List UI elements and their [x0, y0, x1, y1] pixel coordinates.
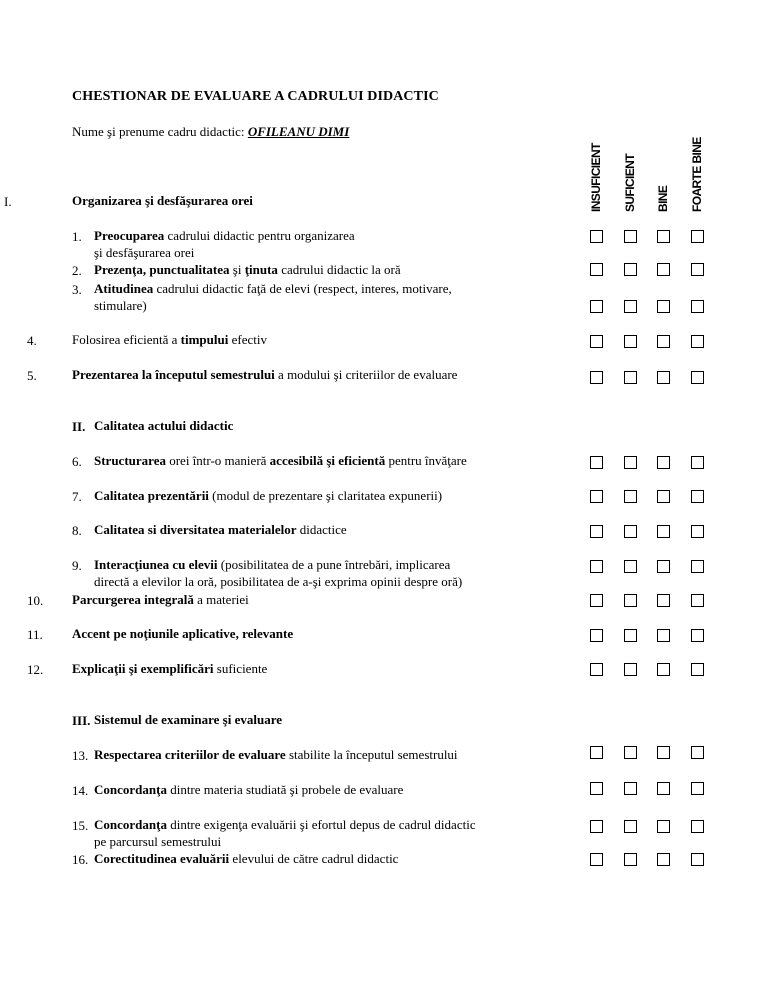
text-fragment: Calitatea si diversitatea materialelor	[94, 522, 297, 537]
text-fragment: Accent pe noţiunile aplicative, relevante	[72, 626, 294, 641]
text-fragment: Concordanţa	[94, 782, 167, 797]
section-title	[94, 711, 282, 728]
rating-checkbox-bine[interactable]	[657, 629, 670, 642]
rating-checkbox-insuficient[interactable]	[590, 820, 603, 833]
rating-checkbox-suficient[interactable]	[624, 820, 637, 833]
question-text	[72, 660, 267, 677]
row-number: 15.	[72, 818, 89, 833]
question-text-continued: directă a elevilor la oră, posibilitatea de a-şi exprima opinii despre oră)	[94, 574, 463, 589]
rating-checkbox-suficient[interactable]	[624, 746, 637, 759]
rating-checkbox-foarte-bine[interactable]	[691, 371, 704, 384]
rating-checkbox-foarte-bine[interactable]	[691, 746, 704, 759]
rating-checkbox-foarte-bine[interactable]	[691, 263, 704, 276]
question-text-continued: stimulare)	[94, 298, 147, 313]
row-number: 9.	[72, 558, 82, 573]
question-text	[94, 280, 452, 297]
text-fragment: Prezenţa, punctualitatea	[94, 262, 230, 277]
rating-checkbox-suficient[interactable]	[624, 371, 637, 384]
row-number: 12.	[27, 662, 44, 677]
teacher-line	[72, 124, 349, 140]
rating-checkbox-bine[interactable]	[657, 300, 670, 313]
text-fragment: cadrului didactic pentru organizarea	[164, 228, 355, 243]
column-header-bine: BINE	[656, 185, 670, 212]
row-number: 13.	[72, 748, 89, 763]
rating-checkbox-suficient[interactable]	[624, 263, 637, 276]
rating-checkbox-foarte-bine[interactable]	[691, 490, 704, 503]
text-fragment: Atitudinea	[94, 281, 154, 296]
text-fragment: orei într-o manieră	[165, 453, 270, 468]
row-number: 14.	[72, 783, 89, 798]
text-fragment: didactice	[296, 522, 347, 537]
text-fragment: Preocuparea	[94, 228, 165, 243]
rating-checkbox-suficient[interactable]	[624, 853, 637, 866]
text-fragment: şi	[229, 262, 245, 277]
rating-checkbox-foarte-bine[interactable]	[691, 300, 704, 313]
question-text	[94, 850, 398, 867]
rating-checkbox-bine[interactable]	[657, 371, 670, 384]
rating-checkbox-foarte-bine[interactable]	[691, 820, 704, 833]
rating-checkbox-insuficient[interactable]	[590, 663, 603, 676]
row-number: 3.	[72, 282, 82, 297]
row-number: 4.	[27, 333, 37, 348]
rating-checkbox-suficient[interactable]	[624, 300, 637, 313]
text-fragment: a materiei	[193, 592, 249, 607]
row-number: 16.	[72, 852, 89, 867]
rating-checkbox-insuficient[interactable]	[590, 456, 603, 469]
row-number: 2.	[72, 263, 82, 278]
question-text-continued: şi desfăşurarea orei	[94, 245, 195, 260]
row-number: III.	[72, 713, 91, 728]
rating-checkbox-bine[interactable]	[657, 782, 670, 795]
rating-checkbox-bine[interactable]	[657, 746, 670, 759]
rating-checkbox-insuficient[interactable]	[590, 594, 603, 607]
text-fragment: Interacţiunea cu elevii	[94, 557, 218, 572]
text-fragment: Calitatea actului didactic	[94, 418, 234, 433]
row-number: 5.	[27, 368, 37, 383]
text-fragment: efectiv	[228, 332, 267, 347]
text-fragment: ţinuta	[244, 262, 278, 277]
rating-checkbox-bine[interactable]	[657, 663, 670, 676]
text-fragment: suficiente	[213, 661, 268, 676]
rating-checkbox-suficient[interactable]	[624, 560, 637, 573]
teacher-label: Nume şi prenume cadru didactic:	[72, 124, 248, 139]
rating-checkbox-foarte-bine[interactable]	[691, 335, 704, 348]
rating-checkbox-bine[interactable]	[657, 820, 670, 833]
text-fragment: accesibilă şi eficientă	[269, 453, 386, 468]
rating-checkbox-suficient[interactable]	[624, 335, 637, 348]
rating-checkbox-bine[interactable]	[657, 456, 670, 469]
rating-checkbox-foarte-bine[interactable]	[691, 629, 704, 642]
row-number: 10.	[27, 593, 44, 608]
rating-checkbox-suficient[interactable]	[624, 663, 637, 676]
row-number: I.	[4, 194, 12, 209]
row-number: 1.	[72, 229, 82, 244]
rating-checkbox-bine[interactable]	[657, 490, 670, 503]
rating-checkbox-suficient[interactable]	[624, 230, 637, 243]
question-text	[94, 487, 442, 504]
rating-checkbox-insuficient[interactable]	[590, 853, 603, 866]
rating-checkbox-bine[interactable]	[657, 230, 670, 243]
rating-checkbox-suficient[interactable]	[624, 490, 637, 503]
rating-checkbox-foarte-bine[interactable]	[691, 525, 704, 538]
text-fragment: Structurarea	[94, 453, 166, 468]
section-title	[72, 192, 253, 209]
rating-checkbox-insuficient[interactable]	[590, 263, 603, 276]
section-title	[94, 417, 233, 434]
rating-checkbox-suficient[interactable]	[624, 629, 637, 642]
rating-checkbox-suficient[interactable]	[624, 525, 637, 538]
row-number: 8.	[72, 523, 82, 538]
question-text	[72, 591, 249, 608]
rating-checkbox-insuficient[interactable]	[590, 560, 603, 573]
text-fragment: (modul de prezentare şi claritatea expunerii)	[208, 488, 443, 503]
question-text	[94, 746, 458, 763]
rating-checkbox-insuficient[interactable]	[590, 300, 603, 313]
row-number: 7.	[72, 489, 82, 504]
rating-checkbox-bine[interactable]	[657, 560, 670, 573]
row-number: 6.	[72, 454, 82, 469]
rating-checkbox-insuficient[interactable]	[590, 746, 603, 759]
rating-checkbox-foarte-bine[interactable]	[691, 594, 704, 607]
text-fragment: Sistemul de examinare şi evaluare	[94, 712, 283, 727]
rating-checkbox-suficient[interactable]	[624, 456, 637, 469]
text-fragment: Corectitudinea evaluării	[94, 851, 230, 866]
question-text	[94, 261, 401, 278]
rating-checkbox-insuficient[interactable]	[590, 335, 603, 348]
text-fragment: Explicaţii şi exemplificări	[72, 661, 214, 676]
row-number: 11.	[27, 627, 43, 642]
question-text	[94, 227, 355, 244]
rating-checkbox-foarte-bine[interactable]	[691, 782, 704, 795]
text-fragment: cadrului didactic faţă de elevi (respect, interes, motivare,	[153, 281, 452, 296]
text-fragment: dintre materia studiată şi probele de evaluare	[166, 782, 404, 797]
rating-checkbox-suficient[interactable]	[624, 782, 637, 795]
column-header-foarte-bine: FOARTE BINE	[690, 137, 704, 212]
text-fragment: dintre exigenţa evaluării şi efortul depus de cadrul didactic	[166, 817, 476, 832]
question-text	[72, 331, 267, 348]
rating-checkbox-insuficient[interactable]	[590, 490, 603, 503]
question-text	[72, 366, 457, 383]
row-number: II.	[72, 419, 86, 434]
question-text	[94, 452, 467, 469]
rating-checkbox-foarte-bine[interactable]	[691, 230, 704, 243]
rating-checkbox-bine[interactable]	[657, 853, 670, 866]
text-fragment: elevului de către cadrul didactic	[229, 851, 399, 866]
rating-checkbox-bine[interactable]	[657, 335, 670, 348]
text-fragment: cadrului didactic la oră	[277, 262, 401, 277]
question-text	[94, 816, 476, 833]
question-text	[94, 781, 403, 798]
text-fragment: Organizarea şi desfăşurarea orei	[72, 193, 253, 208]
rating-checkbox-insuficient[interactable]	[590, 371, 603, 384]
text-fragment: Folosirea eficientă a	[72, 332, 181, 347]
rating-checkbox-foarte-bine[interactable]	[691, 663, 704, 676]
rating-checkbox-foarte-bine[interactable]	[691, 560, 704, 573]
text-fragment: timpului	[180, 332, 229, 347]
text-fragment: (posibilitatea de a pune întrebări, implicarea	[217, 557, 451, 572]
rating-checkbox-bine[interactable]	[657, 263, 670, 276]
rating-checkbox-suficient[interactable]	[624, 594, 637, 607]
column-header-insuficient: INSUFICIENT	[589, 143, 603, 212]
teacher-name: OFILEANU DIMI	[247, 124, 350, 139]
text-fragment: Concordanţa	[94, 817, 167, 832]
question-text	[72, 625, 293, 642]
text-fragment: Calitatea prezentării	[94, 488, 209, 503]
rating-checkbox-bine[interactable]	[657, 525, 670, 538]
text-fragment: Respectarea criteriilor de evaluare	[94, 747, 286, 762]
rating-checkbox-bine[interactable]	[657, 594, 670, 607]
question-text-continued: pe parcursul semestrului	[94, 834, 222, 849]
rating-checkbox-insuficient[interactable]	[590, 629, 603, 642]
rating-checkbox-foarte-bine[interactable]	[691, 853, 704, 866]
page-title: CHESTIONAR DE EVALUARE A CADRULUI DIDACTIC	[72, 89, 439, 104]
text-fragment: stabilite la începutul semestrului	[285, 747, 458, 762]
question-text	[94, 556, 450, 573]
rating-checkbox-insuficient[interactable]	[590, 782, 603, 795]
question-text	[94, 521, 347, 538]
text-fragment: a modului şi criteriilor de evaluare	[274, 367, 458, 382]
text-fragment: Prezentarea la începutul semestrului	[72, 367, 275, 382]
text-fragment: Parcurgerea integrală	[72, 592, 194, 607]
column-header-suficient: SUFICIENT	[623, 154, 637, 212]
rating-checkbox-insuficient[interactable]	[590, 230, 603, 243]
rating-checkbox-foarte-bine[interactable]	[691, 456, 704, 469]
rating-checkbox-insuficient[interactable]	[590, 525, 603, 538]
text-fragment: pentru învăţare	[385, 453, 467, 468]
